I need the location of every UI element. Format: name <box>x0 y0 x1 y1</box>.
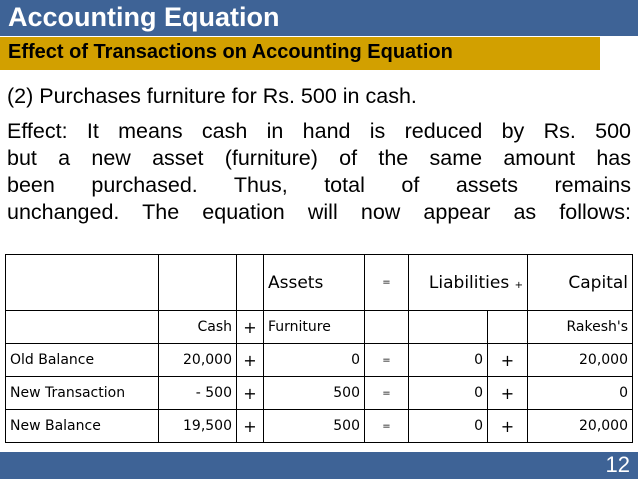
equals-sign: = <box>365 344 409 377</box>
slide-title: Accounting Equation <box>8 2 280 32</box>
furniture-value: 500 <box>264 410 365 443</box>
capital-value: 20,000 <box>528 410 633 443</box>
plus-sign: + <box>488 377 528 410</box>
plus-sign: + <box>488 344 528 377</box>
plus-sign: + <box>237 410 264 443</box>
table-cell-empty <box>6 311 159 344</box>
equals-sign: = <box>365 410 409 443</box>
plus-sign: + <box>514 279 523 291</box>
cash-value: - 500 <box>159 377 237 410</box>
accounting-equation-table <box>5 254 633 443</box>
plus-sign: + <box>237 377 264 410</box>
table-header-row <box>6 255 633 311</box>
transaction-text: (2) Purchases furniture for Rs. 500 in cash. <box>7 84 417 108</box>
table-subheader-row <box>6 311 633 344</box>
liabilities-header <box>409 255 528 311</box>
furniture-subheader: Furniture <box>264 311 365 344</box>
table-cell-empty <box>237 255 264 311</box>
effect-line-4: unchanged. The equation will now appear as follows: <box>7 200 631 224</box>
effect-line-3: been purchased. Thus, total of assets remains <box>7 173 631 197</box>
cash-value: 20,000 <box>159 344 237 377</box>
liabilities-value: 0 <box>409 377 488 410</box>
footer-bar <box>0 452 638 479</box>
furniture-value: 0 <box>264 344 365 377</box>
liabilities-label: Liabilities <box>428 272 510 293</box>
row-label: Old Balance <box>6 344 159 377</box>
capital-subheader: Rakesh's <box>528 311 633 344</box>
row-label: New Balance <box>6 410 159 443</box>
furniture-value: 500 <box>264 377 365 410</box>
plus-sign: + <box>237 311 264 344</box>
row-label: New Transaction <box>6 377 159 410</box>
slide-subtitle: Effect of Transactions on Accounting Equation <box>8 41 453 63</box>
table-cell-empty <box>365 311 409 344</box>
title-bar <box>0 0 638 36</box>
equals-sign: = <box>365 255 409 311</box>
cash-subheader: Cash <box>159 311 237 344</box>
liabilities-value: 0 <box>409 410 488 443</box>
capital-value: 0 <box>528 377 633 410</box>
table-row <box>6 344 633 377</box>
page-number: 12 <box>605 452 630 477</box>
assets-header: Assets <box>264 255 365 311</box>
table-cell-empty <box>6 255 159 311</box>
equals-sign: = <box>365 377 409 410</box>
effect-paragraph <box>7 118 631 226</box>
table-row <box>6 410 633 443</box>
effect-line-2: but a new asset (furniture) of the same amount has <box>7 146 631 170</box>
plus-sign: + <box>488 410 528 443</box>
table-cell-empty <box>159 255 237 311</box>
table-cell-empty <box>409 311 488 344</box>
plus-sign: + <box>237 344 264 377</box>
table-row <box>6 377 633 410</box>
capital-header: Capital <box>528 255 633 311</box>
table-cell-empty <box>488 311 528 344</box>
cash-value: 19,500 <box>159 410 237 443</box>
liabilities-value: 0 <box>409 344 488 377</box>
subtitle-bar <box>0 37 600 70</box>
effect-line-1: Effect: It means cash in hand is reduced by Rs. 500 <box>7 119 631 143</box>
capital-value: 20,000 <box>528 344 633 377</box>
